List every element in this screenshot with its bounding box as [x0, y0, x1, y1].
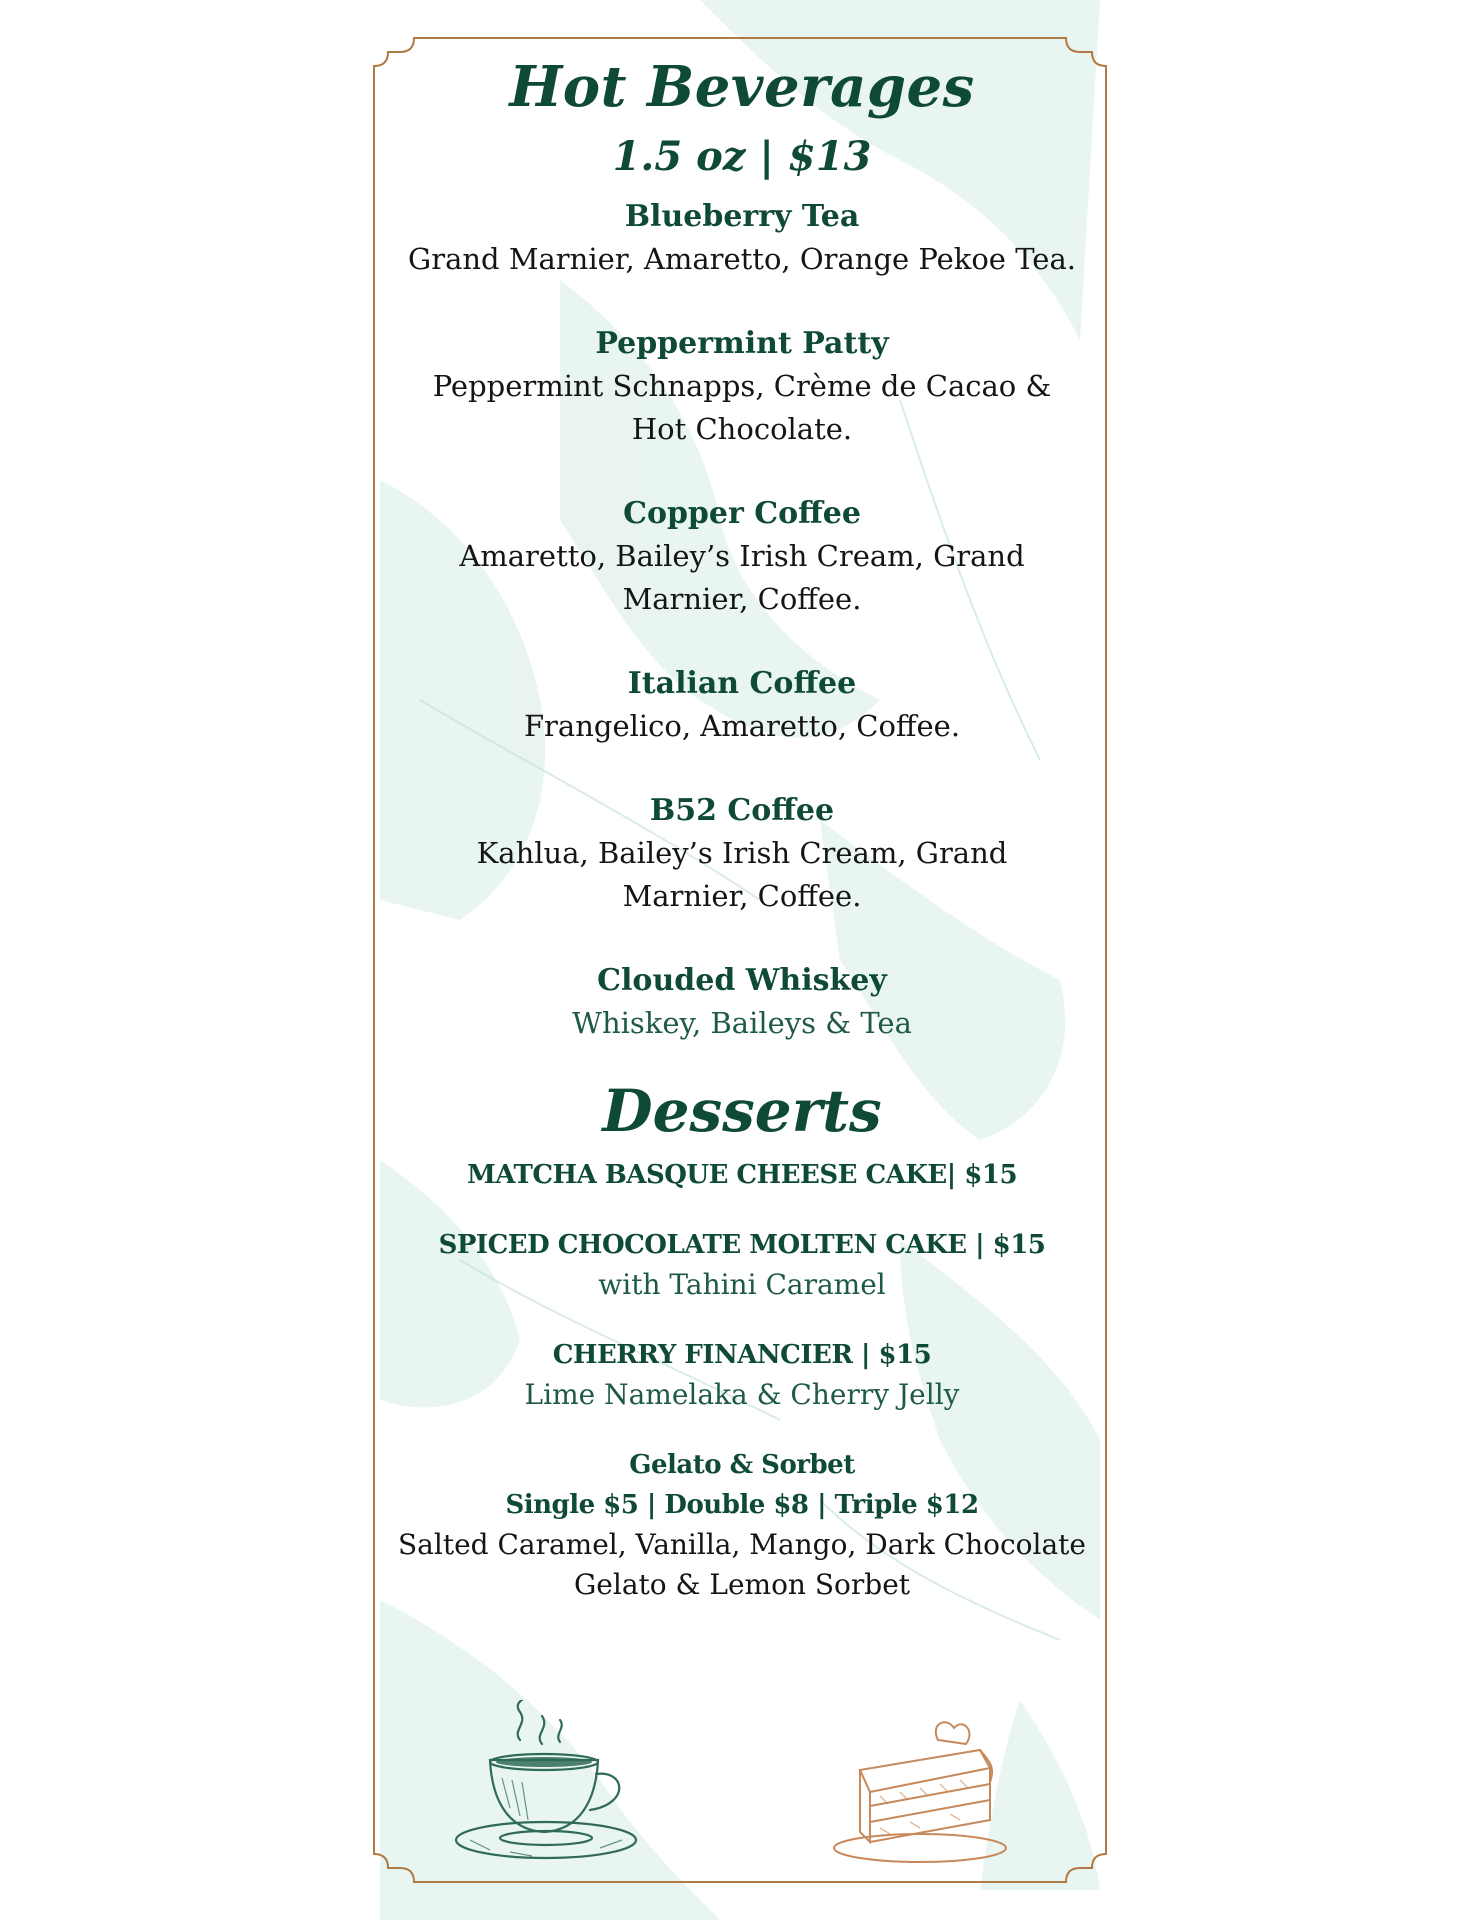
desserts-title: Desserts: [602, 1077, 882, 1145]
hot-beverages-title: Hot Beverages: [509, 54, 975, 120]
dessert-name: CHERRY FINANCIER | $15: [552, 1340, 932, 1370]
item-name: Clouded Whiskey: [597, 963, 887, 998]
item-description: Frangelico, Amaretto, Coffee.: [523, 709, 961, 743]
menu-item: [380, 790, 1104, 918]
gelato-flavors-line-1: Salted Caramel, Vanilla, Mango, Dark Chocolate: [398, 1528, 1086, 1561]
dessert-name: MATCHA BASQUE CHEESE CAKE| $15: [466, 1160, 1018, 1190]
item-description: Whiskey, Baileys & Tea: [572, 1006, 912, 1040]
item-name: B52 Coffee: [649, 793, 835, 828]
menu-item: [380, 323, 1104, 451]
item-name: Italian Coffee: [627, 666, 857, 701]
menu-content: [380, 52, 1104, 1635]
coffee-cup-icon: [450, 1700, 650, 1870]
cake-slice-icon: [830, 1710, 1010, 1870]
gelato-prices: Single $5 | Double $8 | Triple $12: [505, 1490, 979, 1520]
dessert-subtitle: Lime Namelaka & Cherry Jelly: [524, 1378, 960, 1411]
menu-item: [380, 196, 1104, 281]
gelato-name: Gelato & Sorbet: [629, 1450, 855, 1480]
item-description: Grand Marnier, Amaretto, Orange Pekoe Tea.: [408, 242, 1076, 276]
dessert-subtitle: with Tahini Caramel: [598, 1268, 886, 1301]
menu-item: [380, 960, 1104, 1045]
item-description: Amaretto, Bailey’s Irish Cream, Grand Marnier, Coffee.: [459, 539, 1025, 616]
gelato-flavors-line-2: Gelato & Lemon Sorbet: [573, 1568, 911, 1601]
item-description: Kahlua, Bailey’s Irish Cream, Grand Marnier, Coffee.: [476, 836, 1008, 913]
item-name: Copper Coffee: [623, 496, 861, 531]
menu-item: [380, 663, 1104, 748]
dessert-name: SPICED CHOCOLATE MOLTEN CAKE | $15: [438, 1230, 1046, 1260]
hot-beverages-price: 1.5 oz | $13: [612, 133, 872, 180]
item-name: Blueberry Tea: [624, 199, 860, 234]
dessert-item: [380, 1225, 1104, 1305]
gelato-item: [380, 1445, 1104, 1605]
item-name: Peppermint Patty: [595, 326, 889, 361]
dessert-item: [380, 1155, 1104, 1195]
item-description: Peppermint Schnapps, Crème de Cacao & Hot Chocolate.: [432, 369, 1052, 446]
dessert-item: [380, 1335, 1104, 1415]
menu-item: [380, 493, 1104, 621]
